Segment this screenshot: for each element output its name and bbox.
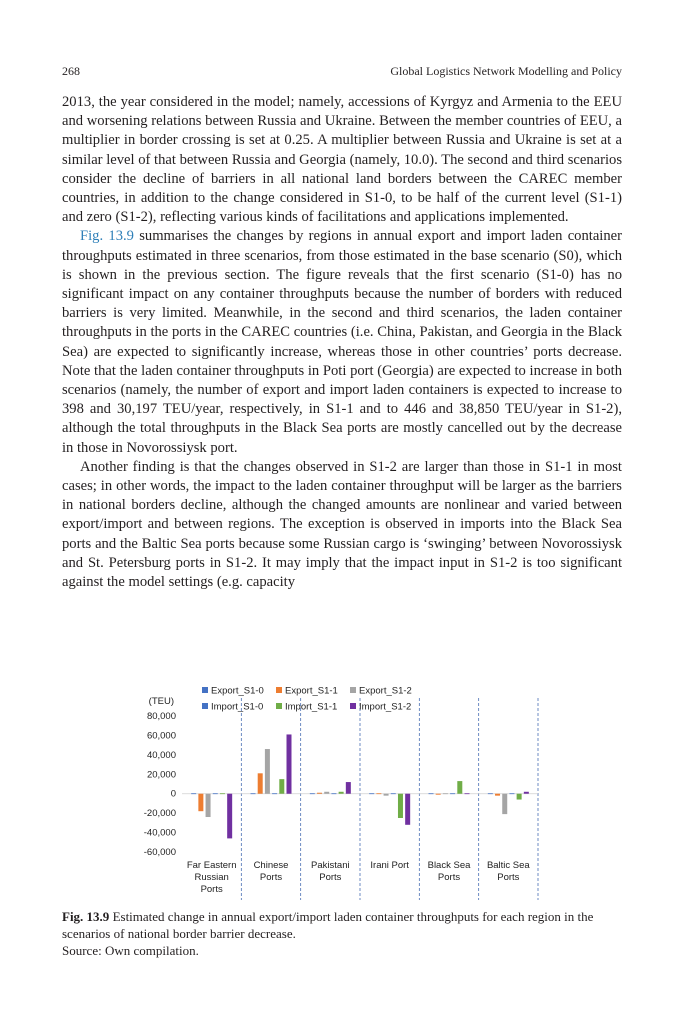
paragraph-2-text: summarises the changes by regions in annual export and import laden container throughputs estimated in three scenarios, from those estimated in the base scenario (S0), which is shown in the previous section. The figure reveals that the first scenario (S1-0) has no significant impact on any container throughputs because the number of borders with reduced barriers is very limited. Meanwhile, in the second and third scenarios, the laden container throughputs in the ports in the CAREC countries (i.e. China, Pakistan, and Georgia in the Black Sea) are expected to significantly increase, whereas those in other countries’ ports decrease. Note that the laden container throughputs in Poti port (Georgia) are expected to increase in both scenarios (namely, the number of export and import laden containers is expected to increase to 398 and 30,197 TEU/year, respectively, in S1-1 and to 446 and 38,850 TEU/year in S1-2), although the total throughputs in the Black Sea ports are mostly cancelled out by the decrease in those in Novorossiysk port. (62, 228, 622, 456)
bar (457, 781, 462, 794)
bar (213, 793, 218, 794)
bar (191, 793, 196, 794)
y-tick-label: -60,000 (143, 847, 176, 858)
page-number: 268 (62, 64, 80, 78)
x-tick-label: Irani Port (370, 860, 409, 871)
bar (429, 793, 434, 794)
y-tick-label: -20,000 (143, 808, 176, 820)
x-tick-label: Far Eastern (186, 860, 237, 871)
bar (287, 734, 292, 793)
bar (310, 793, 315, 794)
caption-label: Fig. 13.9 (62, 909, 110, 924)
bar (443, 793, 448, 794)
x-tick-label: Chinese (253, 860, 289, 871)
figure-chart (130, 680, 550, 905)
x-tick-label: Ports (319, 872, 342, 883)
axis-unit-label: (TEU) (148, 696, 174, 707)
x-tick-label: Ports (200, 884, 223, 895)
bar (450, 793, 455, 794)
bar (272, 793, 277, 794)
bar (495, 794, 500, 796)
legend-label: Import_S1-1 (285, 701, 338, 713)
x-tick-label: Baltic Sea (486, 860, 530, 871)
bar (265, 749, 270, 794)
legend-label: Export_S1-1 (285, 685, 338, 697)
y-tick-label: 60,000 (146, 730, 176, 742)
figure-reference-link[interactable]: Fig. 13.9 (80, 228, 134, 245)
paragraph-2 (62, 227, 622, 457)
paragraph-3: Another finding is that the changes observed in S1-2 are larger than those in S1-1 in most cases; in other words, the impact to the laden container throughput will be larger as the barriers in national borders decline, although the changed amounts are nonlinear and varied between export/import and between regions. The exception is observed in imports into the Black Sea ports and the Baltic Sea ports because some Russian cargo is ‘swinging’ between Novorossiysk and St. Petersburg ports in S1-2. It may imply that the impact input in S1-2 is too significant against the model settings (e.g. capacity (62, 458, 622, 591)
bar (391, 793, 396, 794)
caption-text: Estimated change in annual export/import laden container throughputs for each region in the scenarios of national border barrier decrease. (62, 909, 594, 941)
bar (517, 794, 522, 800)
legend-swatch (276, 703, 282, 709)
bar (324, 792, 329, 794)
bar (384, 794, 389, 796)
legend-label: Export_S1-2 (359, 685, 412, 697)
y-tick-label: -40,000 (143, 827, 176, 839)
legend-label: Import_S1-2 (359, 701, 412, 713)
bar (317, 793, 322, 794)
y-tick-label: 20,000 (146, 769, 176, 781)
bar (339, 792, 344, 794)
bar (502, 794, 507, 814)
y-tick-label: 40,000 (146, 749, 176, 761)
body-text (62, 93, 622, 592)
x-tick-label: Ports (259, 872, 283, 883)
bar (465, 793, 470, 794)
legend-label: Import_S1-0 (211, 701, 264, 713)
x-tick-label: Ports (497, 872, 520, 883)
y-tick-label: 80,000 (146, 711, 176, 722)
legend-swatch (350, 687, 356, 693)
legend-swatch (276, 687, 282, 693)
bar (398, 794, 403, 818)
bar (488, 793, 493, 794)
y-tick-label: 0 (170, 788, 176, 800)
x-tick-label: Ports (437, 872, 461, 883)
bar (331, 793, 336, 794)
x-tick-label: Pakistani (311, 860, 350, 871)
bar (369, 793, 374, 794)
running-title: Global Logistics Network Modelling and Policy (390, 64, 622, 78)
bar (436, 794, 441, 795)
bar (198, 794, 203, 811)
bar (258, 773, 263, 793)
legend-label: Export_S1-0 (211, 685, 264, 697)
bar (405, 794, 410, 825)
x-tick-label: Russian (194, 872, 229, 883)
x-tick-label: Black Sea (427, 860, 471, 871)
page-header (62, 64, 622, 82)
legend-swatch (350, 703, 356, 709)
paragraph-1: 2013, the year considered in the model; namely, accessions of Kyrgyz and Armenia to the EEU and worsening relations between Russia and Ukraine. Between the member countries of EEU, a multiplier in border crossing is set at 0.25. A multiplier between Russia and Ukraine is set at a similar level of that between Russia and Georgia (namely, 10.0). The second and third scenarios consider the decline of barriers in all national land borders between the CAREC member countries, in addition to the change considered in S1-0, to be half of the current level (S1-1) and zero (S1-2), reflecting various kinds of facilitations and applications implemented. (62, 94, 622, 226)
bar (509, 793, 514, 794)
bar (279, 779, 284, 794)
bar (227, 794, 232, 839)
bar (524, 792, 529, 794)
bar (346, 782, 351, 794)
legend-swatch (202, 687, 208, 693)
bar (220, 793, 225, 794)
bar (251, 793, 256, 794)
bar (206, 794, 211, 817)
figure-caption (62, 908, 622, 959)
bar (376, 793, 381, 794)
caption-line (62, 908, 622, 942)
legend-swatch (202, 703, 208, 709)
caption-source: Source: Own compilation. (62, 943, 199, 958)
bar-chart (130, 680, 550, 905)
